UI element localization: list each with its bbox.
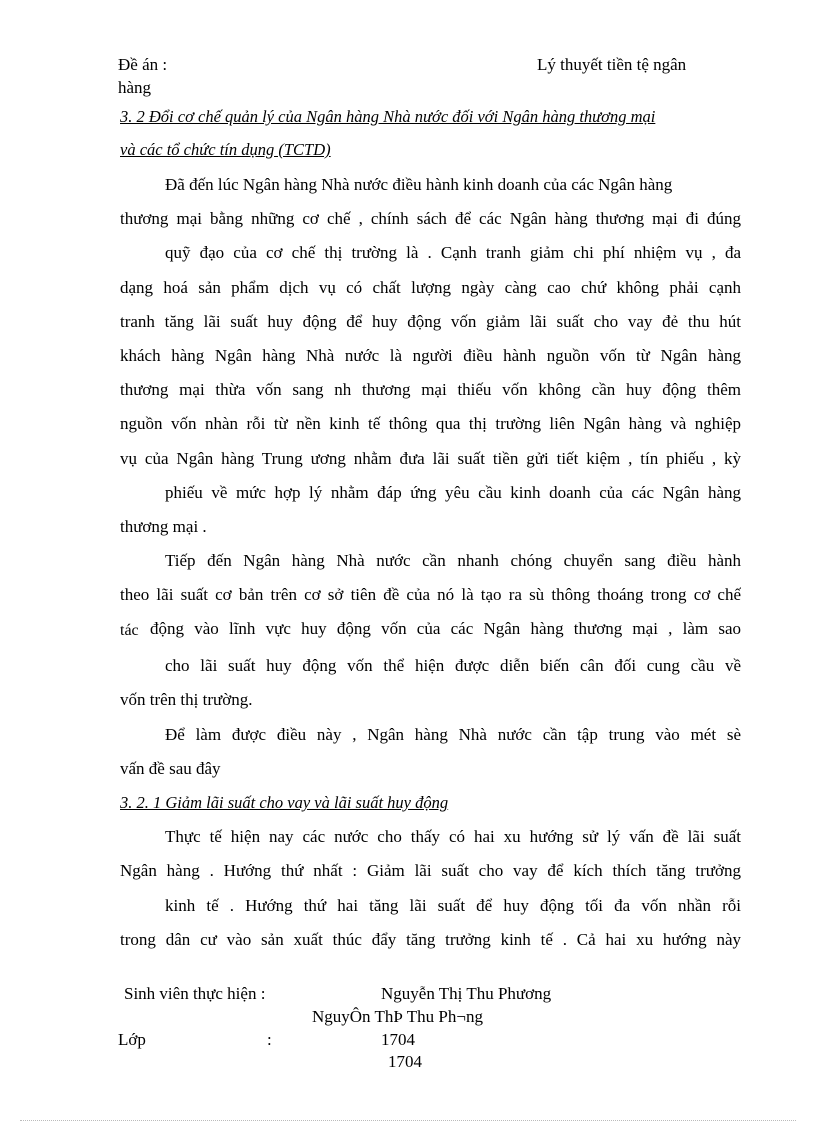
footer-student-name-garbled: NguyÔn ThÞ Thu Ph¬ng (312, 1007, 483, 1026)
paragraph2-line: theo lãi suất cơ bản trên cơ sở tiên đề của nó là tạo ra sù thông thoáng trong cơ chế (120, 585, 741, 604)
footer-class-label: Lớp (118, 1030, 146, 1049)
subsection-heading: 3. 2. 1 Giảm lãi suất cho vay và lãi suất huy động (120, 793, 449, 812)
footer-student-name: Nguyễn Thị Thu Phương (381, 984, 552, 1003)
paragraph2-line: động vào lĩnh vực huy động vốn của các Ngân hàng thương mại , làm sao (150, 619, 741, 638)
paragraph1-line: khách hàng Ngân hàng Nhà nước là người điều hành nguồn vốn từ Ngân hàng (120, 346, 741, 365)
footer-class-value-dup: 1704 (388, 1052, 422, 1071)
paragraph2-line: vốn trên thị trường. (120, 690, 253, 709)
paragraph1-line: Đã đến lúc Ngân hàng Nhà nước điều hành kinh doanh của các Ngân hàng (165, 175, 673, 194)
section-heading-line2: và các tổ chức tín dụng (TCTD) (120, 140, 331, 159)
paragraph4-line: Thực tế hiện nay các nước cho thấy có hai xu hướng sử lý vấn đề lãi suất (165, 827, 741, 846)
paragraph1-line: dạng hoá sản phẩm dịch vụ có chất lượng ngày càng cao chứ không phải cạnh (120, 278, 741, 297)
paragraph1-line: vụ của Ngân hàng Trung ương nhằm đưa lãi suất tiền gửi tiết kiệm , tín phiếu , kỳ (120, 449, 741, 468)
paragraph3-line: Để làm được điều này , Ngân hàng Nhà nước cần tập trung vào mét sè (165, 725, 741, 744)
paragraph1-line: quỹ đạo của cơ chế thị trường là . Cạnh tranh giảm chi phí nhiệm vụ , đa (165, 243, 741, 262)
header-left: Đề án : (118, 55, 168, 74)
paragraph1-line: thương mại bằng những cơ chế , chính sách để các Ngân hàng thương mại đi đúng (120, 209, 741, 228)
paragraph1-line: tranh tăng lãi suất huy động để huy động vốn giảm lãi suất cho vay đẻ thu hút (120, 312, 741, 331)
section-heading-line1: 3. 2 Đổi cơ chế quản lý của Ngân hàng Nhà nước đối với Ngân hàng thương mại (120, 107, 656, 126)
paragraph1-line: thương mại . (120, 517, 207, 536)
paragraph2-line-tac: tác (120, 622, 139, 639)
header-left-wrap: hàng (118, 78, 152, 97)
footer-class-colon: : (267, 1030, 272, 1049)
paragraph2-line: cho lãi suất huy động vốn thể hiện được diễn biến cân đối cung cầu về (165, 656, 741, 675)
paragraph4-line: kinh tế . Hướng thứ hai tăng lãi suất để huy động tối đa vốn nhần rỗi (165, 896, 741, 915)
paragraph4-line: trong dân cư vào sản xuất thúc đẩy tăng trưởng kinh tế . Cả hai xu hướng này (120, 930, 741, 949)
footer-student-label: Sinh viên thực hiện : (124, 984, 266, 1003)
paragraph4-line: Ngân hàng . Hướng thứ nhất : Giảm lãi suất cho vay để kích thích tăng trưởng (120, 861, 741, 880)
paragraph1-line: nguồn vốn nhàn rỗi từ nền kinh tế thông qua thị trường liên Ngân hàng và nghiệp (120, 414, 741, 433)
paragraph1-line: thương mại thừa vốn sang nh thương mại thiếu vốn không cần huy động thêm (120, 380, 741, 399)
page-bottom-border (20, 1120, 796, 1121)
paragraph2-line: Tiếp đến Ngân hàng Nhà nước cần nhanh chóng chuyển sang điều hành (165, 551, 741, 570)
paragraph3-line: vấn đề sau đây (120, 759, 221, 778)
paragraph1-line: phiếu về mức hợp lý nhằm đáp ứng yêu cầu kinh doanh của các Ngân hàng (165, 483, 741, 502)
footer-class-value: 1704 (381, 1030, 415, 1049)
header-right: Lý thuyết tiền tệ ngân (537, 55, 687, 74)
